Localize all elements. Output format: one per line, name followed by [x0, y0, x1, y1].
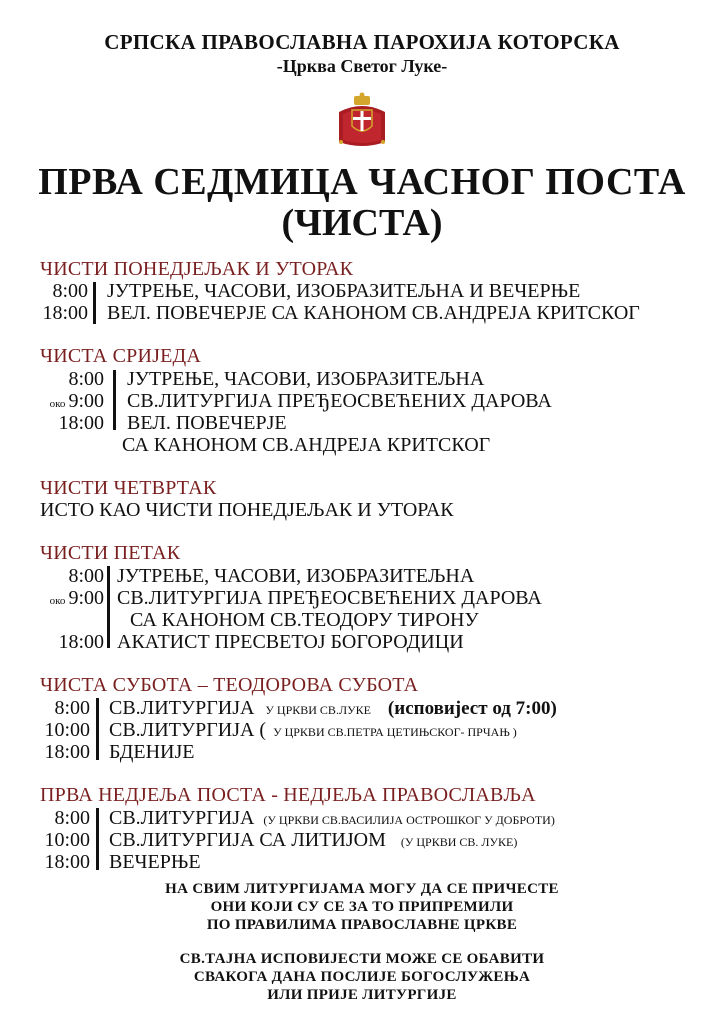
time: 8:00 [68, 565, 104, 587]
approx-label: око [49, 398, 66, 410]
service: СВ.ЛИТУРГИЈА СА ЛИТИЈОМ [109, 829, 386, 851]
church-name: -Црква Светог Луке- [276, 56, 448, 76]
time: 18:00 [44, 741, 90, 763]
confession-note-line3: ИЛИ ПРИЈЕ ЛИТУРГИЈЕ [267, 987, 457, 1003]
location-note: (У ЦРКВИ СВ.ВАСИЛИЈА ОСТРОШКОГ У ДОБРОТИ) [263, 813, 555, 827]
communion-note-line2: ОНИ КОЈИ СУ СЕ ЗА ТО ПРИПРЕМИЛИ [210, 899, 514, 915]
page-title: ПРВА СЕДМИЦА ЧАСНОГ ПОСТА [38, 161, 686, 203]
location-note: (У ЦРКВИ СВ. ЛУКЕ) [400, 835, 518, 849]
time: 9:00 [68, 587, 104, 609]
service: ЈУТРЕЊЕ, ЧАСОВИ, ИЗОБРАЗИТЕЉНА [127, 368, 485, 390]
time: 8:00 [52, 280, 88, 302]
communion-note-line3: ПО ПРАВИЛИМА ПРАВОСЛАВНЕ ЦРКВЕ [206, 917, 518, 933]
service: СВ.ЛИТУРГИЈА ( [109, 719, 267, 741]
coat-of-arms-icon [335, 92, 389, 148]
schedule-row [38, 565, 474, 588]
schedule-row [38, 697, 557, 720]
schedule-row [38, 741, 194, 764]
service: СВ.ЛИТУРГИЈА [109, 697, 255, 719]
section-heading-sunday: ПРВА НЕДЈЕЉА ПОСТА - НЕДЈЕЉА ПРАВОСЛАВЉА [40, 784, 536, 806]
service: СВ.ЛИТУРГИЈА ПРЕЂЕОСВЕЋЕНИХ ДАРОВА [127, 390, 552, 412]
time: 8:00 [54, 807, 90, 829]
time: 8:00 [54, 697, 90, 719]
service: СВ.ЛИТУРГИЈА ПРЕЂЕОСВЕЋЕНИХ ДАРОВА [117, 587, 542, 609]
time: 9:00 [68, 390, 104, 412]
service: АКАТИСТ ПРЕСВЕТОЈ БОГОРОДИЦИ [117, 631, 464, 653]
time: 18:00 [58, 631, 104, 653]
section-heading-wednesday: ЧИСТА СРИЈЕДА [40, 345, 202, 367]
section-heading-saturday: ЧИСТА СУБОТА – ТЕОДОРОВА СУБОТА [40, 674, 419, 696]
schedule-row [38, 851, 201, 874]
schedule-row-continued: СА КАНОНОМ СВ.АНДРЕЈА КРИТСКОГ [122, 434, 491, 456]
service: ЈУТРЕЊЕ, ЧАСОВИ, ИЗОБРАЗИТЕЉНА И ВЕЧЕРЊЕ [107, 280, 581, 302]
schedule-row [38, 368, 484, 391]
service: БДЕНИЈЕ [109, 741, 195, 763]
time: 10:00 [44, 719, 90, 741]
confession-note-line1: СВ.ТАЈНА ИСПОВИЈЕСТИ МОЖЕ СЕ ОБАВИТИ [179, 951, 545, 967]
confession-note: (исповијест од 7:00) [387, 698, 557, 719]
schedule-row [38, 390, 552, 413]
time: 18:00 [44, 851, 90, 873]
schedule-row [38, 631, 464, 654]
approx-label: око [49, 595, 66, 607]
schedule-row: ИСТО КАО ЧИСТИ ПОНЕДЈЕЉАК И УТОРАК [40, 499, 454, 521]
time: 8:00 [68, 368, 104, 390]
schedule-row [38, 807, 555, 830]
location-note: У ЦРКВИ СВ.ЛУКЕ [265, 703, 371, 717]
time: 18:00 [58, 412, 104, 434]
time: 10:00 [44, 829, 90, 851]
schedule-row [38, 280, 580, 303]
service: ВЕЧЕРЊЕ [109, 851, 201, 873]
confession-note-line2: СВАКОГА ДАНА ПОСЛИЈЕ БОГОСЛУЖЕЊА [193, 969, 531, 985]
time: 18:00 [42, 302, 88, 324]
service: ЈУТРЕЊЕ, ЧАСОВИ, ИЗОБРАЗИТЕЉНА [117, 565, 475, 587]
page-subtitle: (ЧИСТА) [281, 202, 443, 244]
section-heading-monday-tuesday: ЧИСТИ ПОНЕДЈЕЉАК И УТОРАК [40, 258, 354, 280]
parish-name: СРПСКА ПРАВОСЛАВНА ПАРОХИЈА КОТОРСКА [104, 30, 620, 54]
service: СВ.ЛИТУРГИЈА [109, 807, 255, 829]
schedule-row-continued: СА КАНОНОМ СВ.ТЕОДОРУ ТИРОНУ [130, 609, 479, 631]
schedule-row [38, 412, 287, 435]
service: ВЕЛ. ПОВЕЧЕРЈЕ [127, 412, 287, 434]
schedule-row [38, 302, 640, 325]
service: ВЕЛ. ПОВЕЧЕРЈЕ СА КАНОНОМ СВ.АНДРЕЈА КРИТСКОГ [107, 302, 640, 324]
section-heading-friday: ЧИСТИ ПЕТАК [40, 542, 181, 564]
section-heading-thursday: ЧИСТИ ЧЕТВРТАК [40, 477, 217, 499]
communion-note-line1: НА СВИМ ЛИТУРГИЈАМА МОГУ ДА СЕ ПРИЧЕСТЕ [165, 881, 559, 897]
location-note: У ЦРКВИ СВ.ПЕТРА ЦЕТИЊСКОГ- ПРЧАЊ ) [273, 725, 517, 739]
schedule-row [38, 719, 517, 742]
schedule-row [38, 587, 542, 610]
schedule-row [38, 829, 517, 852]
